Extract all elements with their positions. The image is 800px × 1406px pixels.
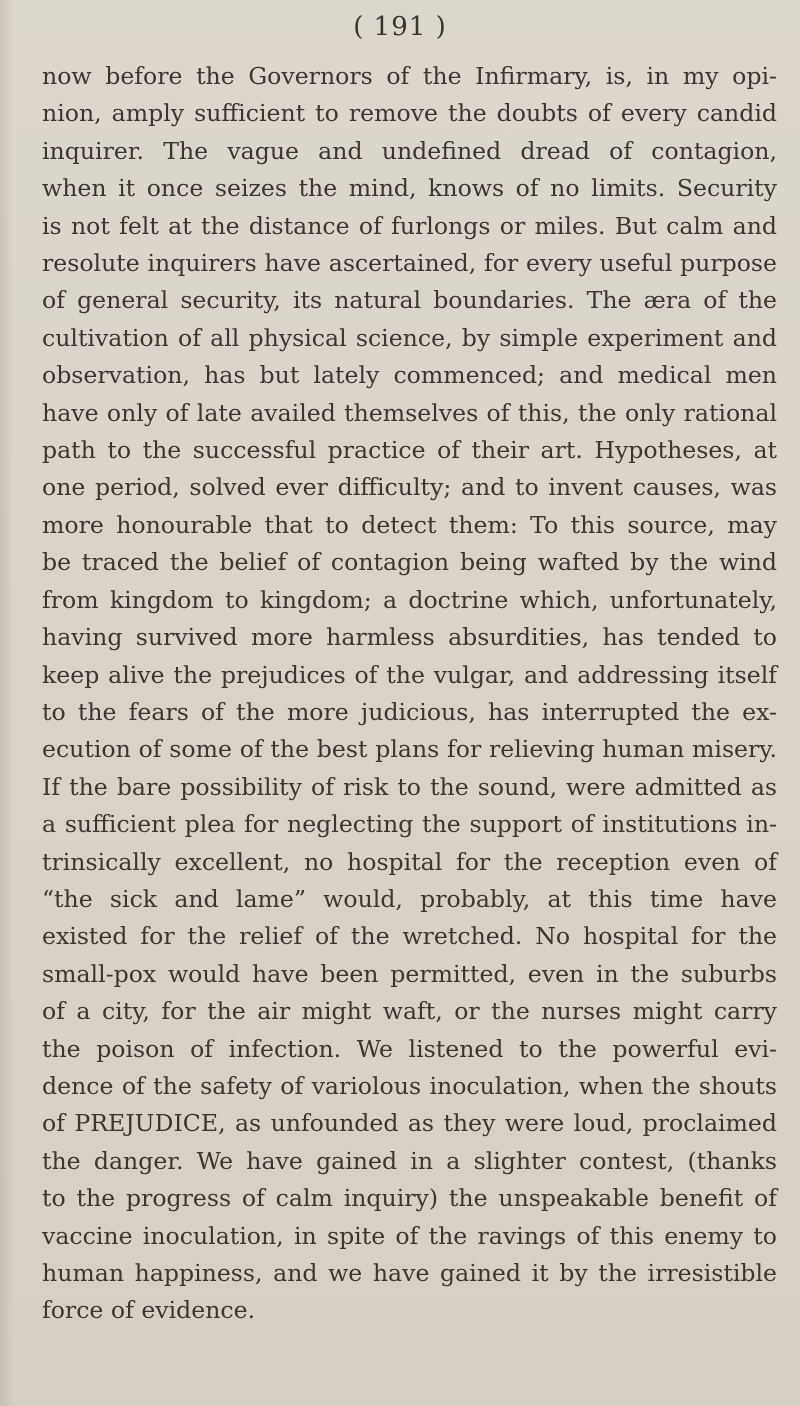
text-line: cultivation of all physical science, by simple experiment and	[42, 323, 777, 352]
text-line: to the fears of the more judicious, has interrupted the ex-	[42, 697, 777, 726]
text-line: one period, solved ever difficulty; and to invent causes, was	[42, 473, 777, 502]
text-line: have only of late availed themselves of this, the only rational	[42, 398, 777, 427]
text-line: nion, amply sufficient to remove the doubts of every candid	[42, 99, 777, 128]
text-line: dence of the safety of variolous inoculation, when the shouts	[42, 1071, 777, 1100]
text-line: small-pox would have been permitted, even in the suburbs	[42, 959, 777, 988]
text-line: trinsically excellent, no hospital for the reception even of	[42, 847, 777, 876]
text-line: resolute inquirers have ascertained, for every useful purpose	[42, 249, 777, 278]
text-line: to the progress of calm inquiry) the unspeakable benefit of	[42, 1184, 777, 1213]
text-line: observation, has but lately commenced; and medical men	[42, 361, 777, 390]
text-line: “the sick and lame” would, probably, at this time have	[42, 884, 777, 913]
text-line: keep alive the prejudices of the vulgar, and addressing itself	[42, 660, 777, 689]
text-line: of a city, for the air might waft, or the nurses might carry	[42, 997, 777, 1026]
text-line: path to the successful practice of their art. Hypotheses, at	[42, 436, 777, 465]
text-line: the poison of infection. We listened to the powerful evi-	[42, 1034, 777, 1063]
text-line: existed for the relief of the wretched. No hospital for the	[42, 922, 777, 951]
text-line: from kingdom to kingdom; a doctrine which, unfortunately,	[42, 585, 777, 614]
text-line: more honourable that to detect them: To this source, may	[42, 510, 777, 539]
text-line: inquirer. The vague and undefined dread of contagion,	[42, 136, 777, 165]
text-line: human happiness, and we have gained it by the irresistible	[42, 1259, 777, 1287]
text-line: vaccine inoculation, in spite of the ravings of this enemy to	[42, 1221, 777, 1250]
text-line: be traced the belief of contagion being wafted by the wind	[42, 548, 777, 577]
text-line: force of evidence.	[42, 1296, 256, 1325]
text-line: when it once seizes the mind, knows of no limits. Security	[42, 174, 777, 203]
text-line: of PREJUDICE, as unfounded as they were loud, proclaimed	[42, 1109, 777, 1138]
text-line: If the bare possibility of risk to the sound, were admitted as	[42, 772, 777, 801]
page-edge-shadow	[0, 0, 14, 1406]
text-line: now before the Governors of the Infirmary, is, in my opi-	[42, 62, 777, 90]
text-line: is not felt at the distance of furlongs or miles. But calm and	[42, 211, 777, 240]
text-line: a sufficient plea for neglecting the support of institutions in-	[42, 810, 777, 839]
page-number: ( 191 )	[353, 12, 447, 42]
text-line: the danger. We have gained in a slighter contest, (thanks	[42, 1146, 777, 1175]
body-text	[42, 58, 777, 1330]
text-line: ecution of some of the best plans for relieving human misery.	[42, 735, 777, 764]
text-line: of general security, its natural boundaries. The æra of the	[42, 286, 777, 315]
text-line: having survived more harmless absurdities, has tended to	[42, 623, 777, 652]
